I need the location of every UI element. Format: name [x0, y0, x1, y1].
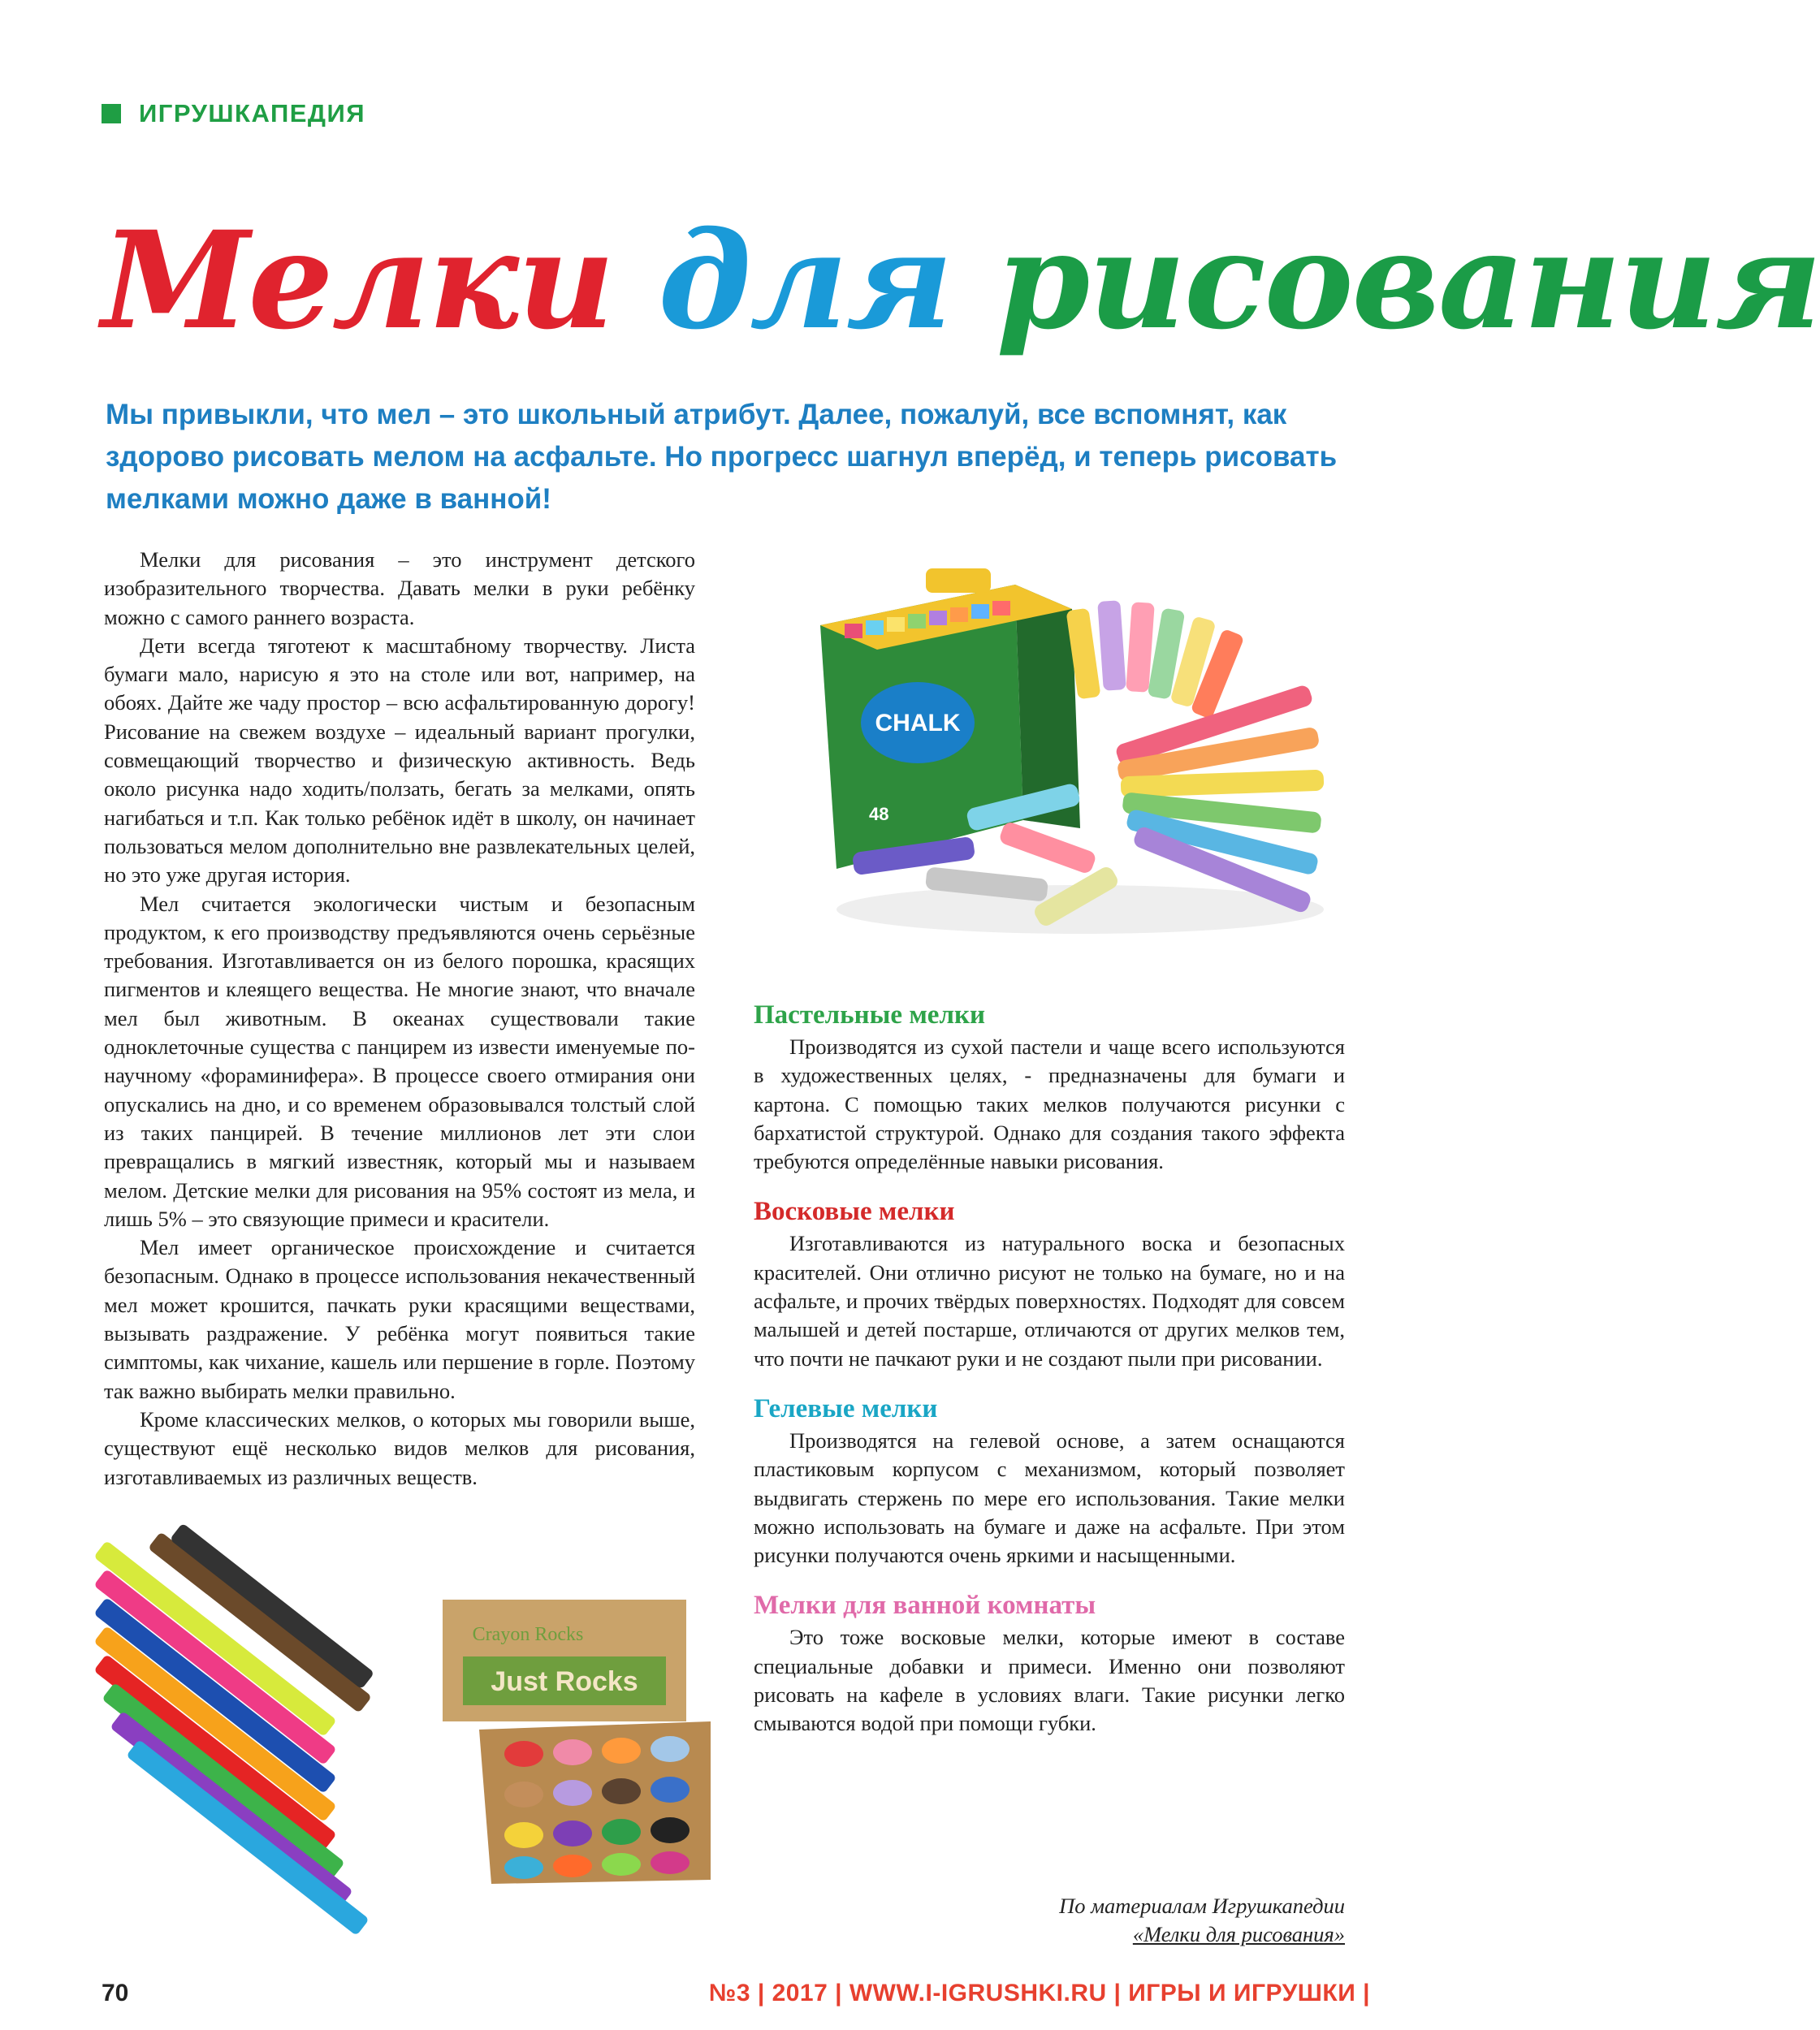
crayon-rocks-image — [430, 1592, 721, 1888]
section-text-pastel: Производятся из сухой пастели и чаще всего используются в художественных целях, - предназначены для бумаги и картона. С помощью таких мелков получаются рисунки с бархатистой структурой. Однако для создания такого эффекта требуются определённые навыки рисования. — [754, 1034, 1345, 1174]
section-heading-wax: Восковые мелки — [754, 1197, 955, 1227]
title-word-2: для — [658, 201, 952, 359]
title-word-1: Мелки — [102, 201, 614, 359]
paragraph: Кроме классических мелков, о которых мы говорили выше, существуют ещё несколько видов мелков для рисования, изготавливаемых из различных веществ. — [104, 1406, 695, 1489]
chalk-box-label: CHALK — [875, 710, 961, 736]
source-line-1: По материалам Игрушкапедии — [1059, 1894, 1345, 1918]
page-title — [102, 201, 1820, 359]
rocks-brand: Crayon Rocks — [472, 1624, 584, 1645]
right-column — [754, 997, 1345, 1738]
section-heading-gel: Гелевые мелки — [754, 1393, 938, 1423]
section-text-wax: Изготавливаются из натурального воска и безопасных красителей. Они отлично рисуют не только на бумаге, но и на асфальте, и прочих твёрдых поверхностях. Подходят для совсем малышей и детей постарше, отличаются от других мелков тем, что почти не пачкают руки и не создают пыли при рисовании. — [754, 1231, 1345, 1371]
page-number: 70 — [102, 1980, 129, 2006]
section-heading-bath: Мелки для ванной комнаты — [754, 1591, 1096, 1621]
crayons-image — [102, 1596, 406, 1888]
paragraph: Дети всегда тяготеют к масштабному творчеству. Листа бумаги мало, нарисую я это на столе или вот, например, на обоях. Дайте же чаду простор – всю асфальтированную дорогу! Рисование на свежем воздухе – идеальный вариант прогулки, совмещающий творчество и физическую активность. Ведь около рисунка надо ходить/ползать, бегать за мелками, опять нагибаться и т.п. Как только ребёнок идёт в школу, он начинает пользоваться мелом дополнительно вне развлекательных целей, но это уже другая история. — [104, 633, 695, 888]
section-label: ИГРУШКАПЕДИЯ — [139, 99, 366, 127]
section-marker — [102, 104, 121, 123]
paragraph: Мел имеет органическое происхождение и считается безопасным. Однако в процессе использования некачественный мел может крошится, пачкать руки красящими веществами, вызывать раздражение. У ребёнка могут появиться такие симптомы, как чихание, кашель или першение в горле. Поэтому так важно выбирать мелки правильно. — [104, 1235, 695, 1403]
section-text-bath: Это тоже восковые мелки, которые имеют в составе специальные добавки и примеси. Именно они позволяют рисовать на кафеле в условиях влаги. Такие рисунки легко смываются водой при помощи губки. — [754, 1625, 1345, 1736]
footer-info: №3 | 2017 | WWW.I-IGRUSHKI.RU | ИГРЫ И ИГРУШКИ | — [708, 1980, 1370, 2006]
title-word-3: рисования — [996, 201, 1820, 359]
left-column — [104, 546, 695, 1492]
paragraph: Мелки для рисования – это инструмент детского изобразительного творчества. Давать мелки в руки ребёнку можно с самого раннего возраста. — [104, 547, 695, 629]
source-credit — [893, 1892, 1345, 1949]
section-header — [102, 99, 365, 128]
chalk-box-image — [804, 552, 1347, 942]
section-heading-pastel: Пастельные мелки — [754, 1000, 985, 1030]
chalk-box-count: 48 — [869, 804, 889, 824]
paragraph: Мел считается экологически чистым и безопасным продуктом, к его производству предъявляются очень серьёзные требования. Изготавливается он из белого порошка, красящих пигментов и клеящего вещества. Не многие знают, что вначале мел был животным. В океанах существовали такие одноклеточные существа с панцирем из извести именуемые по-научному «фораминифера». В процессе своего отмирания они опускались на дно, и со временем образовывался толстый слой из таких панцирей. В течение миллионов лет эти слои превращались в мягкий известняк, который мы и называем мелом. Детские мелки для рисования на 95% состоят из мела, и лишь 5% – это связующие примеси и красители. — [104, 891, 695, 1231]
rocks-name: Just Rocks — [491, 1666, 638, 1697]
source-link[interactable]: «Мелки для рисования» — [1132, 1922, 1345, 1946]
section-text-gel: Производятся на гелевой основе, а затем оснащаются пластиковым корпусом с механизмом, который позволяет выдвигать стержень по мере его использования. Такие мелки можно использовать на бумаге и даже на асфальте. При этом рисунки получаются очень яркими и насыщенными. — [754, 1427, 1345, 1568]
lead-paragraph: Мы привыкли, что мел – это школьный атрибут. Далее, пожалуй, все вспомнят, как здорово рисовать мелом на асфальте. Но прогресс шагнул вперёд, и теперь рисовать мелками можно даже в ванной! — [106, 399, 1338, 515]
